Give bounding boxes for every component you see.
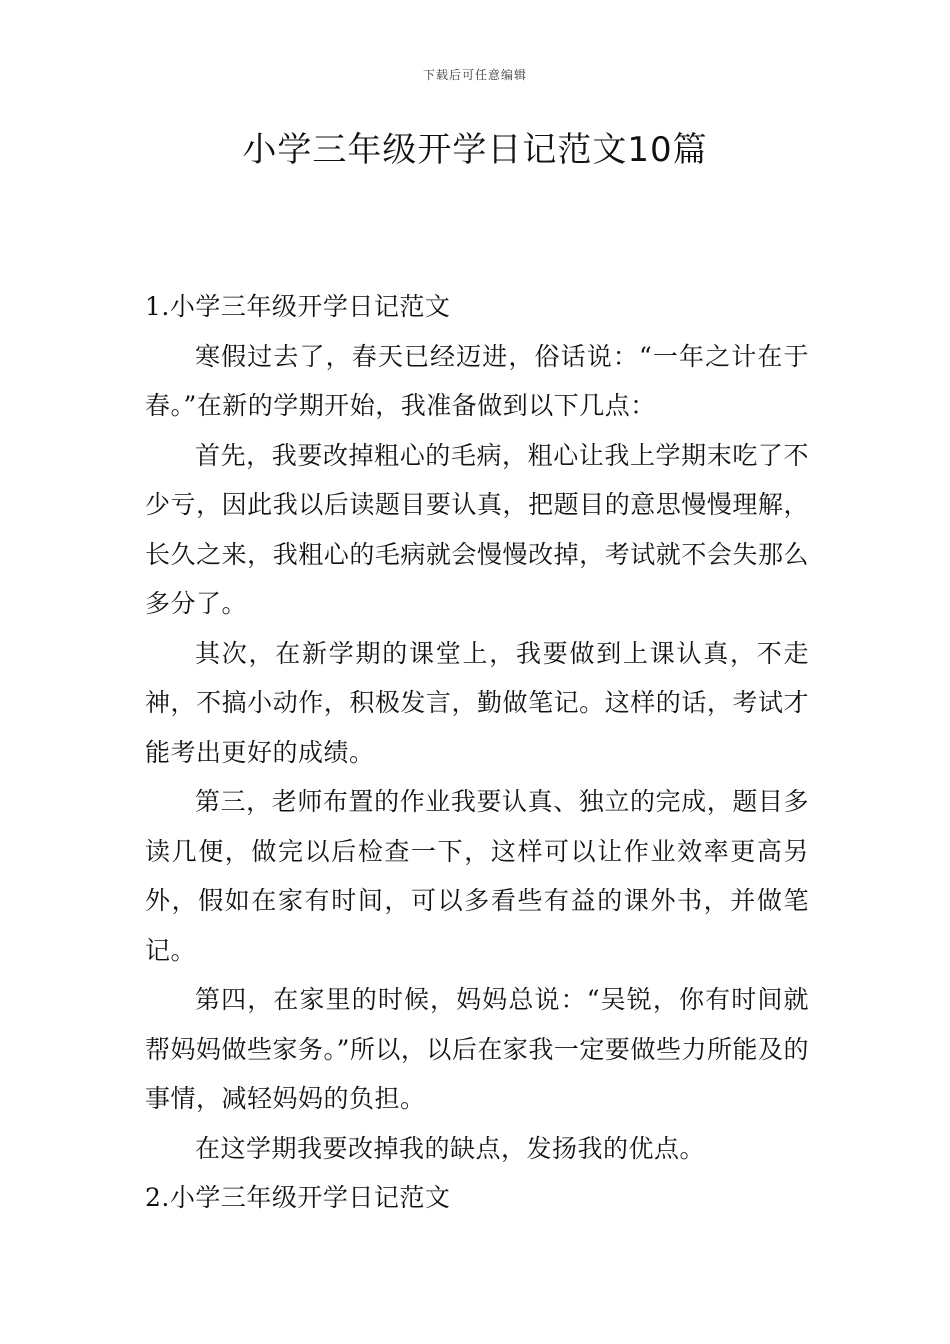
section-heading-1: 1.小学三年级开学日记范文 <box>145 292 451 321</box>
section-heading-2: 2.小学三年级开学日记范文 <box>145 1183 451 1212</box>
paragraph-4: 第三，老师布置的作业我要认真、独立的完成，题目多读几便，做完以后检查一下，这样可以让作业效率更高另外，假如在家有时间，可以多看些有益的课外书，并做笔记。 <box>145 787 809 965</box>
paragraph-6: 在这学期我要改掉我的缺点，发扬我的优点。 <box>195 1133 706 1163</box>
paragraph-1: 寒假过去了，春天已经迈进，俗话说：“一年之计在于春。”在新的学期开始，我准备做到以下几点： <box>145 341 809 420</box>
paragraph-3: 其次，在新学期的课堂上，我要做到上课认真，不走神，不搞小动作，积极发言，勤做笔记。这样的话，考试才能考出更好的成绩。 <box>145 638 809 767</box>
header-note: 下载后可任意编辑 <box>422 68 527 82</box>
document-body <box>145 282 809 1223</box>
document-title: 小学三年级开学日记范文10篇 <box>242 130 708 170</box>
paragraph-5: 第四，在家里的时候，妈妈总说：“吴锐，你有时间就帮妈妈做些家务。”所以，以后在家我一定要做些力所能及的事情，减轻妈妈的负担。 <box>145 985 809 1113</box>
paragraph-2: 首先，我要改掉粗心的毛病，粗心让我上学期末吃了不少亏，因此我以后读题目要认真，把题目的意思慢慢理解，长久之来，我粗心的毛病就会慢慢改掉，考试就不会失那么多分了。 <box>145 440 809 618</box>
